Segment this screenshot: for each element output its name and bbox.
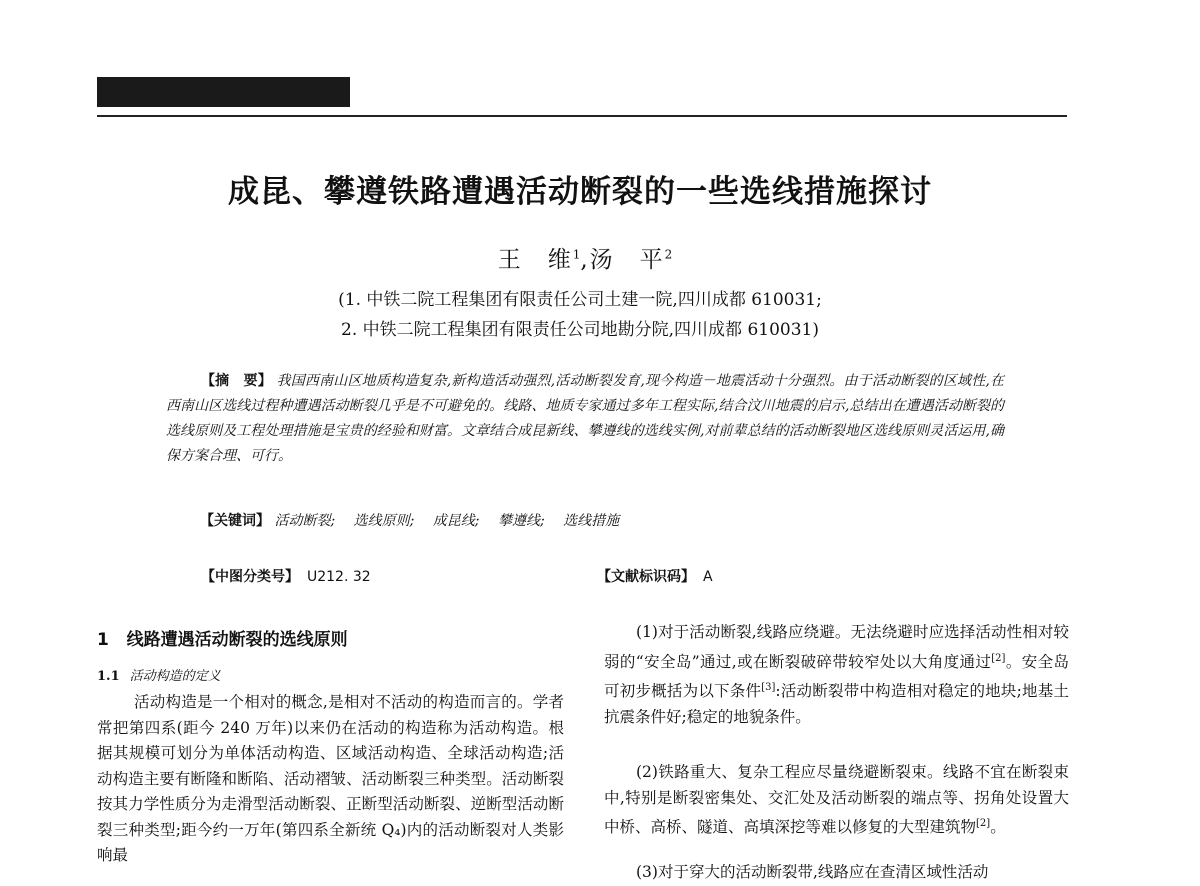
affiliation-2: 2. 中铁二院工程集团有限责任公司地勘分院,四川成都 610031) <box>341 320 819 340</box>
subsection-heading-1-1 <box>97 665 221 684</box>
keyword: 成昆线; <box>432 513 480 529</box>
document-code-value: A <box>703 569 713 585</box>
document-code <box>597 566 713 586</box>
header-rule <box>97 115 1067 117</box>
paper-title: 成昆、攀遵铁路遭遇活动断裂的一些选线措施探讨 <box>228 174 932 210</box>
section-number: 1 <box>97 630 109 650</box>
p2-text-b: 。 <box>990 818 1006 837</box>
right-paragraph-1 <box>604 620 1069 730</box>
section-heading-1 <box>97 625 348 650</box>
author-2: 汤 平 <box>589 247 665 273</box>
p1-text-a: (1)对于活动断裂,线路应绕避。无法绕避时应选择活动性相对较弱的“安全岛”通过,或在断裂破碎带较窄处以大角度通过 <box>604 623 1069 671</box>
authors <box>0 241 1170 274</box>
right-paragraph-2 <box>604 760 1069 841</box>
subsection-title: 活动构造的定义 <box>129 669 221 684</box>
abstract-label: 【摘 要】 <box>201 373 272 389</box>
keyword: 活动断裂; <box>274 513 336 529</box>
citation-ref[interactable]: [2] <box>976 818 991 829</box>
subsection-number: 1.1 <box>97 669 120 684</box>
citation-ref[interactable]: [2] <box>991 652 1006 664</box>
document-code-label: 【文献标识码】 <box>597 569 695 585</box>
keyword: 选线原则; <box>353 513 415 529</box>
affiliation-1: (1. 中铁二院工程集团有限责任公司土建一院,四川成都 610031; <box>338 290 822 310</box>
keywords-label: 【关键词】 <box>200 513 270 529</box>
classification-label: 【中图分类号】 <box>201 569 299 585</box>
author-2-affil: 2 <box>664 247 673 262</box>
citation-ref[interactable]: [3] <box>761 682 776 694</box>
p1-text-c: :活动断裂带中构造相对稳定的地块;地基土抗震条件好;稳定的地貌条件。 <box>604 682 1069 726</box>
p1-text-b: 。安全岛可初步概括为以下条件 <box>604 652 1069 701</box>
right-paragraph-3: (3)对于穿大的活动断裂带,线路应在查清区域性活动 <box>636 863 989 881</box>
p2-text-a: (2)铁路重大、复杂工程应尽量绕避断裂束。线路不宜在断裂束中,特别是断裂密集处、交汇处及活动断裂的端点等、拐角处设置大中桥、高桥、隧道、高填深挖等难以修复的大型建筑物 <box>604 763 1069 837</box>
author-1-affil: 1 <box>572 247 581 262</box>
author-1: 王 维 <box>497 247 573 273</box>
author-separator: , <box>580 247 590 273</box>
keyword: 选线措施 <box>563 513 620 529</box>
abstract <box>166 369 1004 469</box>
classification-number <box>201 566 371 586</box>
abstract-text: 我国西南山区地质构造复杂,新构造活动强烈,活动断裂发育,现今构造－地震活动十分强烈。由于活动断裂的区域性,在西南山区选线过程种遭遇活动断裂几乎是不可避免的。线路、地质专家通过多年工程实际,结合汶川地震的启示,总结出在遭遇活动断裂的选线原则及工程处理措施是宝贵的经验和财富。文章结合成昆新线、攀遵线的选线实例,对前辈总结的活动断裂地区选线原则灵活运用,确保方案合理、可行。 <box>166 373 1005 464</box>
keyword: 攀遵线; <box>497 513 545 529</box>
section-title: 线路遭遇活动断裂的选线原则 <box>126 630 348 650</box>
keywords <box>200 510 633 530</box>
left-column-paragraph: 活动构造是一个相对的概念,是相对不活动的构造而言的。学者常把第四系(距今 240 万年)以来仍在活动的构造称为活动构造。根据其规模可划分为单体活动构造、区域活动构造、全球活动构造;活动构造主要有断隆和断陷、活动褶皱、活动断裂三种类型。活动断裂按其力学性质分为走滑型活动断裂、正断型活动断裂、逆断型活动断裂三种类型;距今约一万年(第四系全新统 Q₄)内的活动断裂对人类影响最 <box>97 693 564 864</box>
header-bar <box>97 77 350 107</box>
classification-value: U212. 32 <box>307 569 371 585</box>
